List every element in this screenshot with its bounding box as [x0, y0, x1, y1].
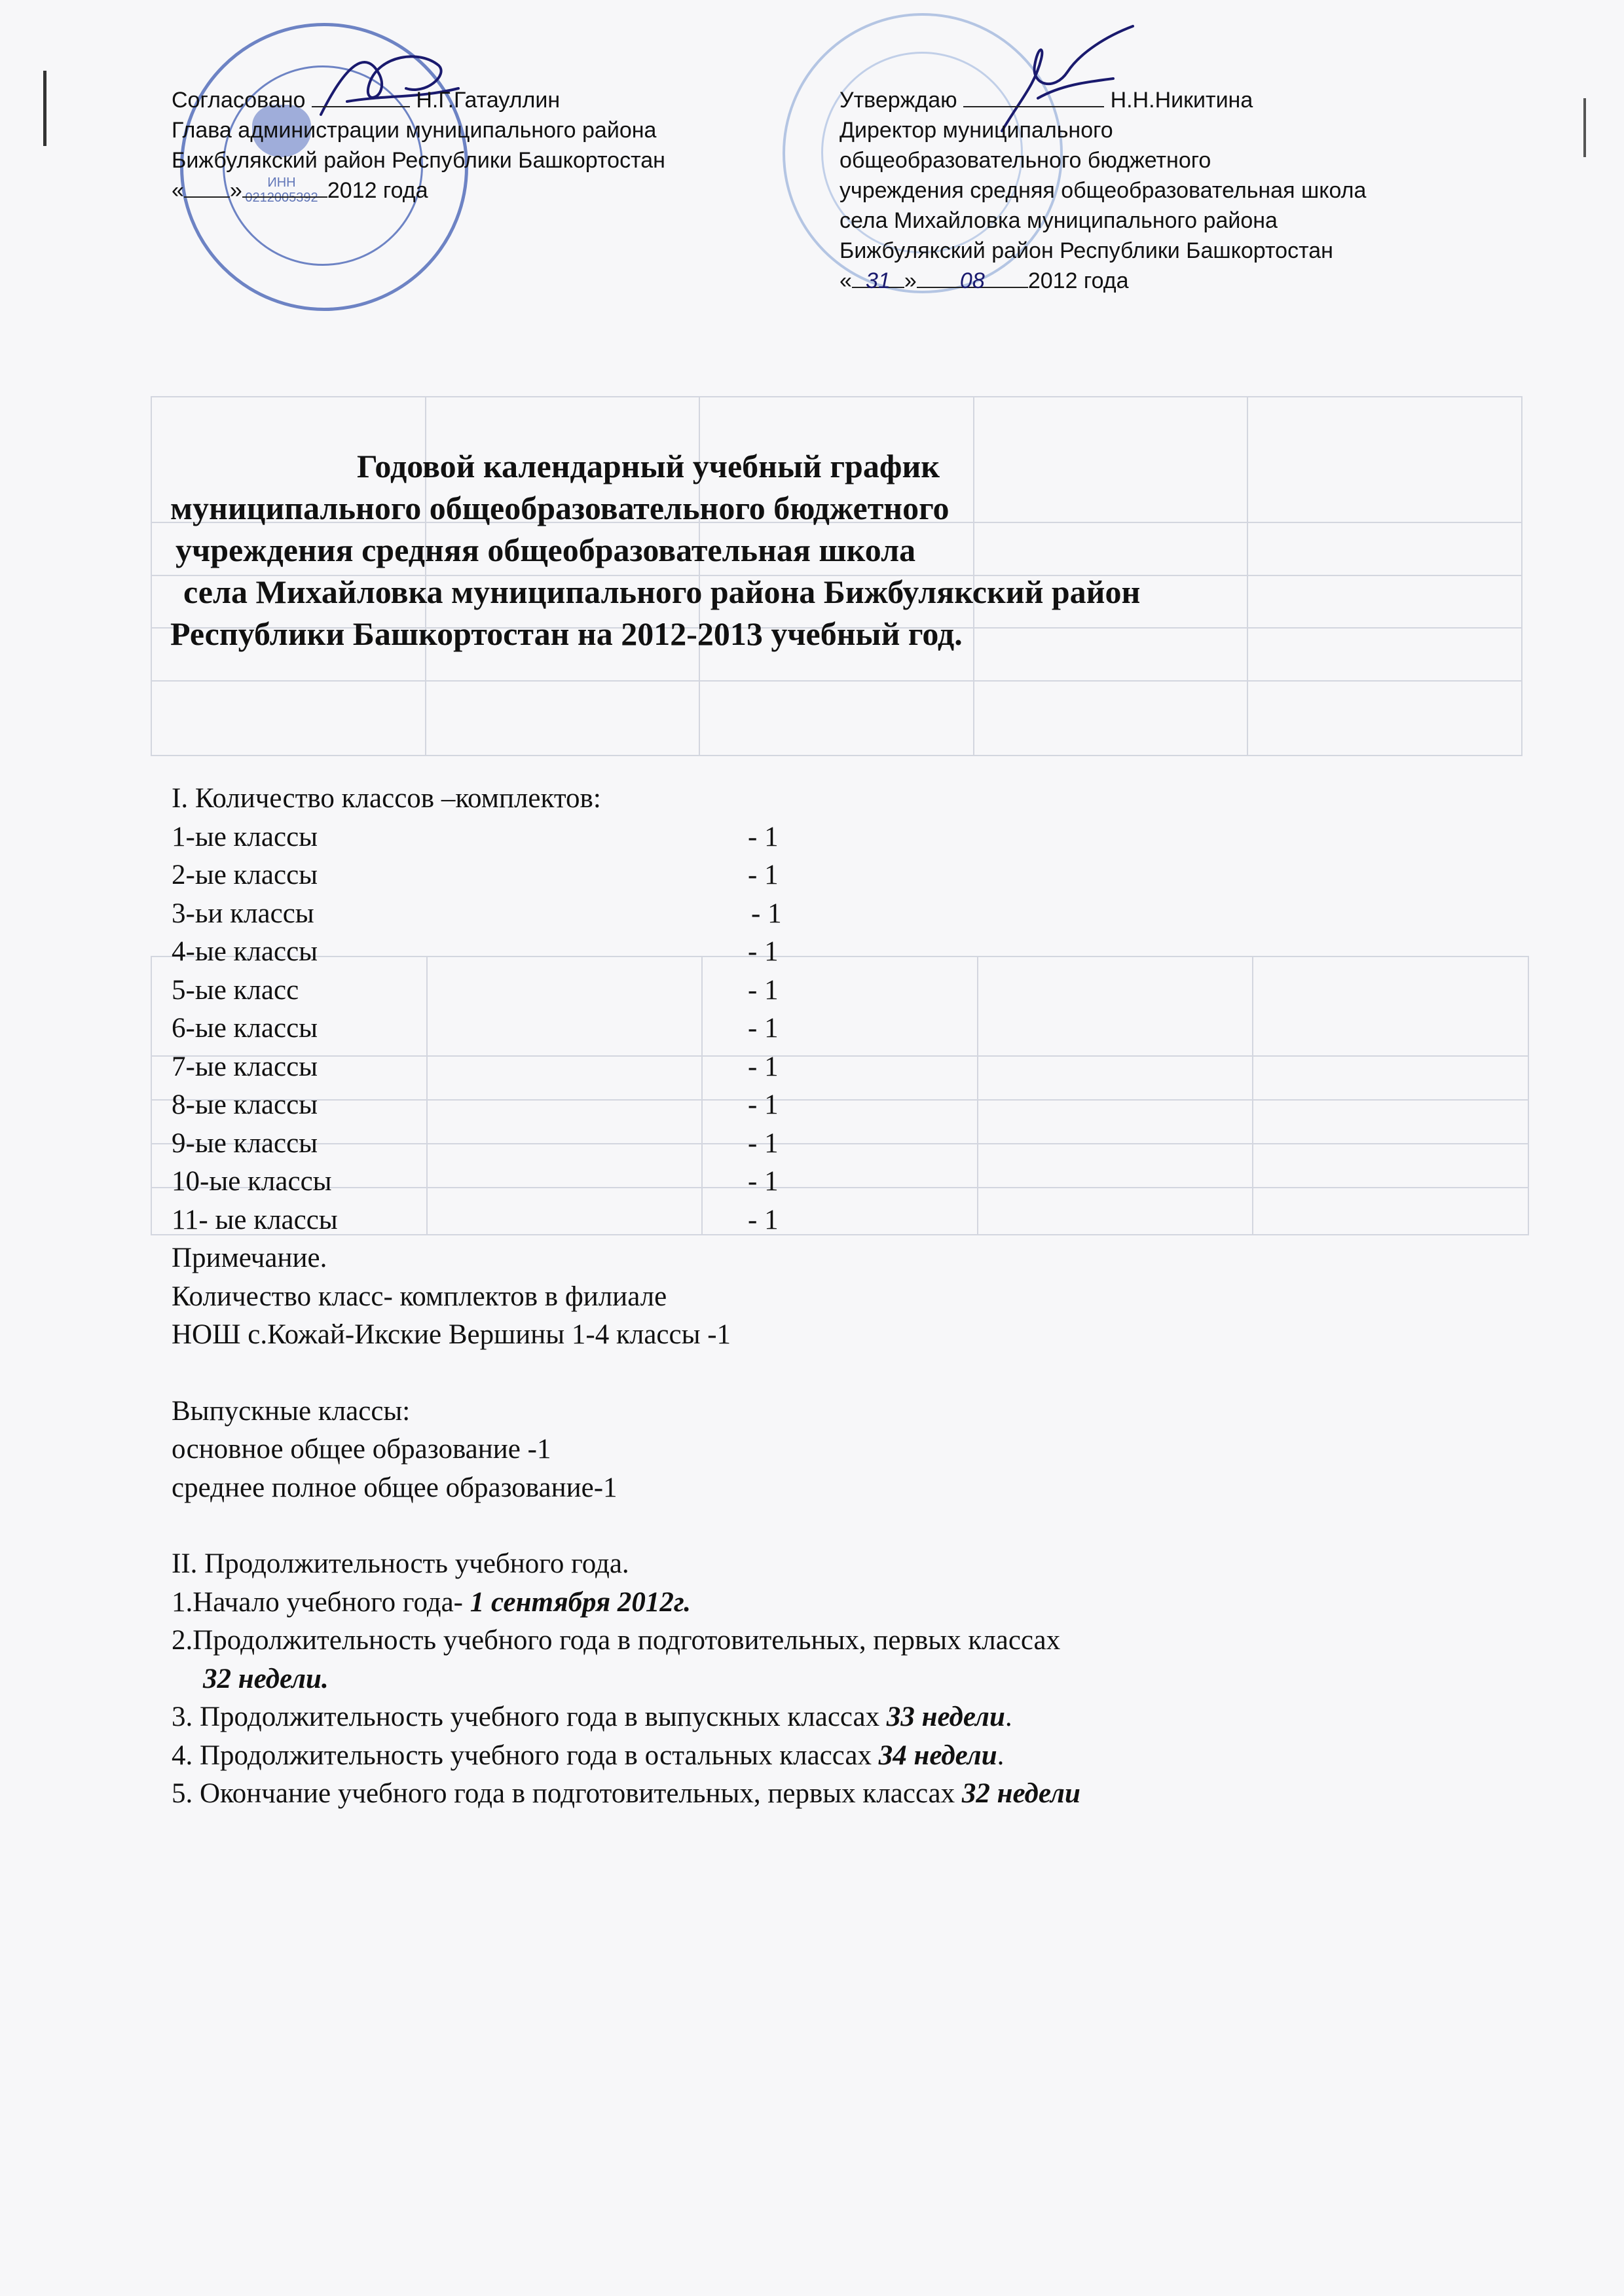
year-item-value: 33 недели: [886, 1702, 1005, 1732]
graduating-item: среднее полное общее образование-1: [172, 1472, 618, 1503]
date-quote: «: [172, 178, 184, 203]
year-item: [172, 1740, 1481, 1778]
class-label: 10-ые классы: [172, 1166, 332, 1197]
title-line: Годовой календарный учебный график: [357, 448, 940, 484]
class-count: - 1: [748, 860, 779, 890]
class-count-row: [172, 1089, 1481, 1127]
class-count: - 1: [748, 1089, 779, 1120]
title-line: муниципального общеобразовательного бюджетного: [170, 490, 950, 526]
class-label: 2-ые классы: [172, 860, 318, 890]
class-count: - 1: [751, 898, 782, 929]
section-heading: II. Продолжительность учебного года.: [172, 1548, 629, 1579]
date-quote: «: [840, 268, 852, 293]
graduating-heading: Выпускные классы:: [172, 1395, 411, 1427]
class-label: 11- ые классы: [172, 1204, 338, 1235]
approval-line: [172, 85, 665, 115]
class-label: 7-ые классы: [172, 1051, 318, 1082]
date-quote: »: [904, 268, 917, 293]
graduating-item: основное общее образование -1: [172, 1434, 551, 1465]
class-label: 6-ые классы: [172, 1013, 318, 1044]
spacer: [172, 1357, 1481, 1395]
class-count: - 1: [748, 1051, 779, 1082]
signer-district: Бижбулякский район Республики Башкортостан: [840, 238, 1333, 263]
class-count: - 1: [748, 1013, 779, 1044]
year-item-value: 1 сентября 2012г.: [470, 1586, 691, 1618]
class-count-row: [172, 1051, 1481, 1089]
class-count: - 1: [748, 974, 779, 1006]
class-label: 4-ые классы: [172, 936, 318, 967]
title-line: учреждения средняя общеобразовательная школа: [175, 532, 916, 568]
date-day: 31: [852, 266, 904, 288]
note-text: Количество класс- комплектов в филиале: [172, 1281, 667, 1312]
approval-block-right: [840, 85, 1366, 296]
class-count-row: [172, 974, 1481, 1013]
class-count: - 1: [748, 1204, 779, 1235]
page-edge-mark: [1583, 98, 1586, 157]
year-item-label: 3. Продолжительность учебного года в выпускных классах: [172, 1702, 887, 1732]
approval-block-left: [172, 85, 665, 206]
class-count-row: [172, 936, 1481, 974]
date-year: 2012 года: [1027, 268, 1129, 293]
class-count-row: [172, 1012, 1481, 1051]
class-count-row: [172, 1127, 1481, 1166]
approval-line: [840, 85, 1366, 115]
page-edge-mark: [43, 71, 46, 146]
approval-date-line: [172, 175, 665, 206]
signer-position: Директор муниципального: [840, 118, 1113, 143]
year-item-value: 34 недели: [878, 1740, 997, 1771]
approval-date-line: [840, 266, 1366, 296]
date-month: 08: [917, 266, 1028, 288]
year-item-value: 32 недели.: [203, 1663, 329, 1694]
note-heading: Примечание.: [172, 1243, 327, 1273]
signature-blank: [963, 85, 1104, 107]
class-label: 3-ьи классы: [172, 898, 314, 929]
spacer: [172, 1510, 1481, 1548]
title-line: Республики Башкортостан на 2012-2013 учебный год.: [170, 615, 963, 652]
signer-institution: учреждения средняя общеобразовательная школа: [840, 178, 1367, 203]
class-count-list: [172, 821, 1481, 1243]
signer-institution: села Михайловка муниципального района: [840, 208, 1278, 233]
signer-position: общеобразовательного бюджетного: [840, 148, 1211, 173]
signer-name: Н.Г.Гатауллин: [416, 88, 561, 113]
stamp-inn-text: ИНН 0212005392: [245, 175, 318, 205]
document-title: [170, 445, 1545, 655]
signer-district: Бижбулякский район Республики Башкортостан: [172, 148, 665, 173]
class-count-row: [172, 898, 1481, 936]
class-count-row: [172, 1204, 1481, 1243]
class-count-row: [172, 821, 1481, 860]
class-count-row: [172, 859, 1481, 898]
class-count: - 1: [748, 1127, 779, 1159]
section-heading: I. Количество классов –комплектов:: [172, 783, 601, 814]
year-item: [172, 1586, 1481, 1625]
approval-label: Утверждаю: [840, 88, 957, 113]
class-count-row: [172, 1165, 1481, 1204]
date-day-blank: [184, 175, 230, 198]
class-count: - 1: [748, 821, 779, 852]
punctuation: .: [1005, 1702, 1012, 1732]
signer-name: Н.Н.Никитина: [1110, 88, 1253, 113]
year-item-label: 1.Начало учебного года-: [172, 1586, 470, 1618]
class-label: 8-ые классы: [172, 1089, 318, 1120]
date-quote: »: [229, 178, 242, 203]
class-count: - 1: [748, 936, 779, 967]
year-item: [172, 1777, 1481, 1816]
document-body: [172, 782, 1481, 1816]
date-year: 2012 года: [327, 178, 428, 203]
date-month-blank: [242, 175, 327, 198]
class-count: - 1: [748, 1166, 779, 1197]
class-label: 9-ые классы: [172, 1127, 318, 1159]
year-item-label: 4. Продолжительность учебного года в остальных классах: [172, 1740, 879, 1771]
note-text: НОШ с.Кожай-Икские Вершины 1-4 классы -1: [172, 1319, 731, 1350]
signature-blank: [312, 85, 410, 107]
punctuation: .: [997, 1740, 1005, 1771]
title-line: села Михайловка муниципального района Бижбулякский район: [183, 574, 1141, 610]
approval-label: Согласовано: [172, 88, 306, 113]
year-item-label: 2.Продолжительность учебного года в подготовительных, первых классах: [172, 1625, 1061, 1656]
year-item: [172, 1701, 1481, 1740]
class-label: 5-ые класс: [172, 974, 299, 1006]
class-label: 1-ые классы: [172, 821, 318, 852]
year-item-value: 32 недели: [961, 1778, 1080, 1809]
year-item-label: 5. Окончание учебного года в подготовительных, первых классах: [172, 1778, 962, 1809]
signer-position: Глава администрации муниципального района: [172, 118, 657, 143]
